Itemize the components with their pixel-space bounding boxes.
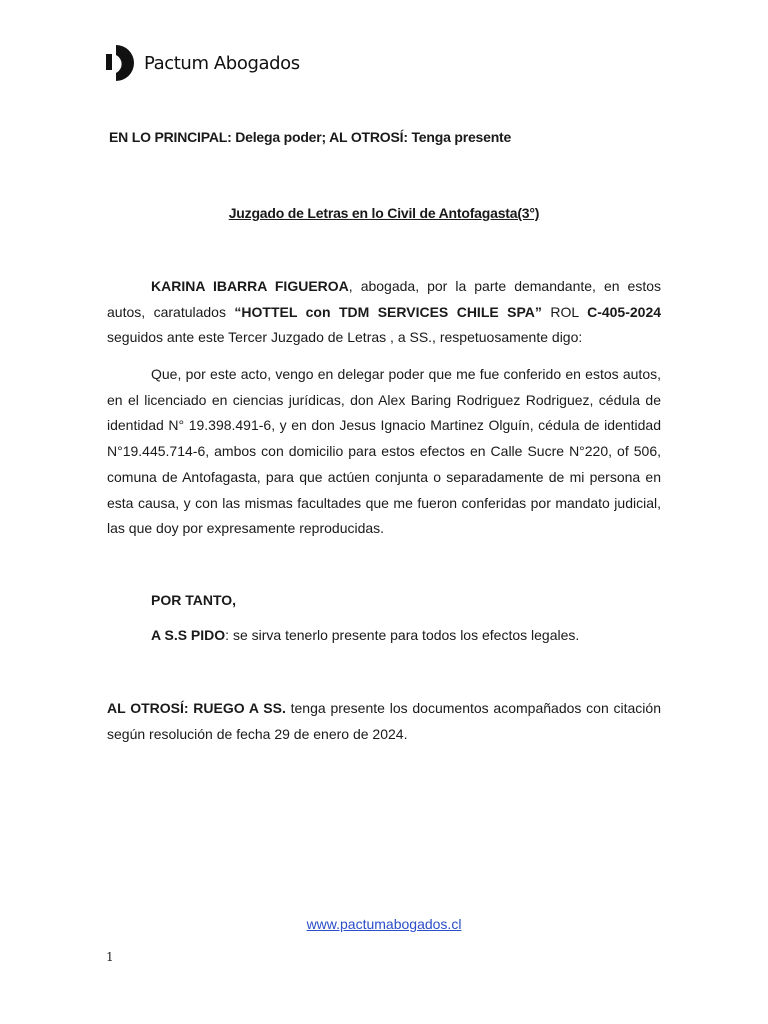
case-title: “HOTTEL con TDM SERVICES CHILE SPA”	[234, 303, 542, 320]
otrosi-paragraph	[107, 696, 661, 747]
opening-text-a: , abogada, por la parte demandante, en estos autos, caratulados	[107, 278, 661, 320]
por-tanto-heading: POR TANTO,	[151, 592, 237, 608]
opening-paragraph	[107, 274, 661, 351]
website-link[interactable]: www.pactumabogados.cl	[306, 916, 462, 932]
logo-text: Pactum Abogados	[144, 52, 300, 74]
opening-text-c: seguidos ante este Tercer Juzgado de Letras , a SS., respetuosamente digo:	[107, 329, 583, 346]
court-name: Juzgado de Letras en lo Civil de Antofagasta(3°)	[228, 205, 540, 221]
otrosi-label: AL OTROSÍ: RUEGO A SS.	[107, 700, 286, 716]
petition-text: : se sirva tenerlo presente para todos los efectos legales.	[225, 627, 580, 643]
case-rol: C-405-2024	[587, 303, 662, 320]
petition-label: A S.S PIDO	[151, 627, 226, 643]
petition-line	[151, 627, 579, 643]
opening-text-b: ROL	[541, 303, 588, 320]
document-heading: EN LO PRINCIPAL: Delega poder; AL OTROSÍ: Tenga presente	[109, 129, 512, 145]
pactum-logo-icon	[106, 44, 136, 82]
delegation-paragraph: Que, por este acto, vengo en delegar poder que me fue conferido en estos autos, en el licenciado en ciencias jurídicas, don Alex Baring Rodriguez Rodriguez, cédula de identidad N° 19.398.491-6, y en don Jesus Ignacio Martinez Olguín, cédula de identidad N°19.445.714-6, ambos con domicilio para estos efectos en Calle Sucre N°220, of 506, comuna de Antofagasta, para que actúen conjunta o separadamente de mi persona en esta causa, y con las mismas facultades que me fueron conferidas por mandato judicial, las que doy por expresamente reproducidas.	[107, 366, 661, 537]
otrosi-text: tenga presente los documentos acompañados con citación según resolución de fecha 29 de enero de 2024.	[107, 700, 661, 742]
page-number: 1	[106, 950, 114, 964]
firm-logo	[106, 44, 300, 82]
lawyer-name: KARINA IBARRA FIGUEROA	[151, 278, 349, 294]
